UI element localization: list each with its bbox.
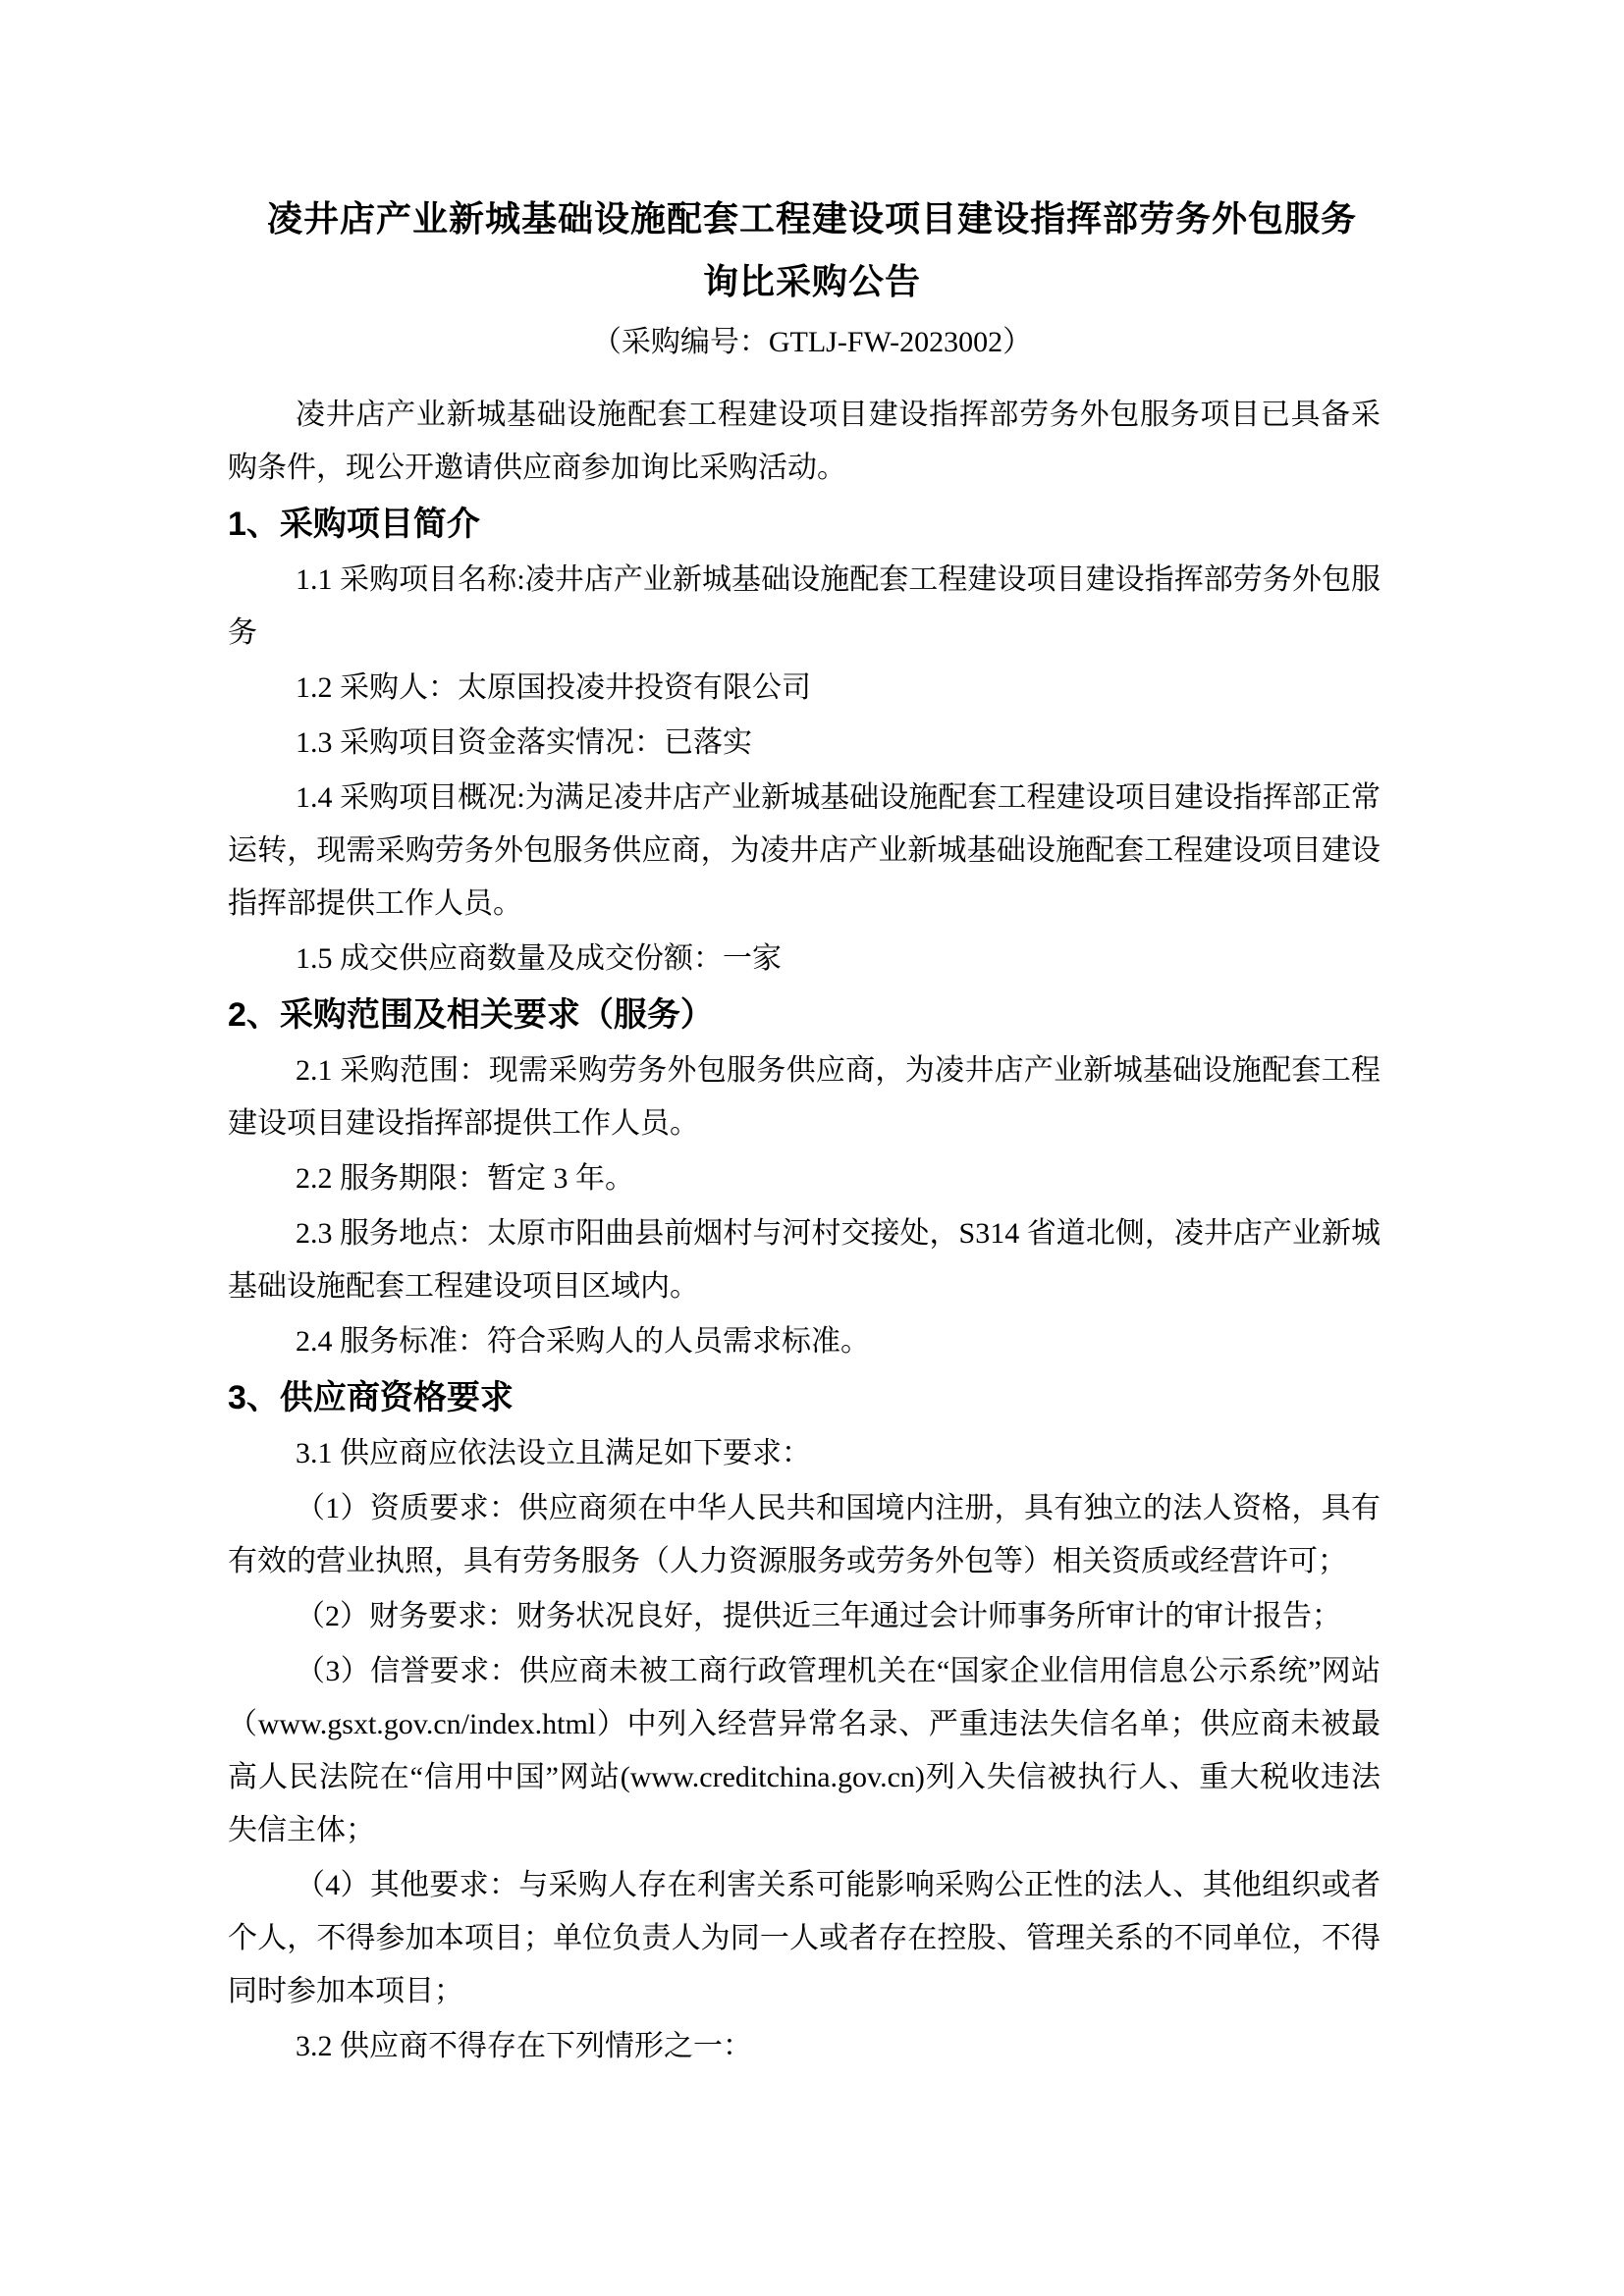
paragraph-2-3: 2.3 服务地点：太原市阳曲县前烟村与河村交接处，S314 省道北侧，凌井店产业新城基础设施配套工程建设项目区域内。 [228, 1217, 1380, 1303]
section-1-heading: 1、采购项目简介 [228, 506, 480, 543]
paragraph-1-4: 1.4 采购项目概况:为满足凌井店产业新城基础设施配套工程建设项目建设指挥部正常运转，现需采购劳务外包服务供应商，为凌井店产业新城基础设施配套工程建设项目建设指挥部提供工作人员。 [228, 781, 1380, 920]
paragraph-2-2: 2.2 服务期限：暂定 3 年。 [296, 1162, 634, 1195]
section-3-heading: 3、供应商资格要求 [228, 1379, 514, 1416]
intro-paragraph: 凌井店产业新城基础设施配套工程建设项目建设指挥部劳务外包服务项目已具备采购条件，现公开邀请供应商参加询比采购活动。 [228, 399, 1380, 484]
paragraph-3-1-req3: （3）信誉要求：供应商未被工商行政管理机关在“国家企业信用信息公示系统”网站（www.gsxt.gov.cn/index.html）中列入经营异常名录、严重违法失信名单；供应商未被最高人民法院在“信用中国”网站(www.creditchina.gov.cn)列入失信被执行人、重大税收违法失信主体； [228, 1655, 1380, 1846]
paragraph-3-1-req2: （2）财务要求：财务状况良好，提供近三年通过会计师事务所审计的审计报告； [296, 1600, 1341, 1632]
paragraph-1-3: 1.3 采购项目资金落实情况：已落实 [296, 726, 752, 759]
paragraph-3-1: 3.1 供应商应依法设立且满足如下要求： [296, 1437, 811, 1469]
paragraph-3-1-req1: （1）资质要求：供应商须在中华人民共和国境内注册，具有独立的法人资格，具有有效的营业执照，具有劳务服务（人力资源服务或劳务外包等）相关资质或经营许可； [228, 1492, 1380, 1577]
section-2-heading: 2、采购范围及相关要求（服务） [228, 996, 714, 1034]
paragraph-3-2: 3.2 供应商不得存在下列情形之一： [296, 2030, 752, 2062]
paragraph-1-5: 1.5 成交供应商数量及成交份额：一家 [296, 942, 782, 975]
procurement-number: （采购编号：GTLJ-FW-2023002） [591, 326, 1033, 358]
paragraph-3-1-req4: （4）其他要求：与采购人存在利害关系可能影响采购公正性的法人、其他组织或者个人，不得参加本项目；单位负责人为同一人或者存在控股、管理关系的不同单位，不得同时参加本项目； [228, 1869, 1380, 2007]
paragraph-2-4: 2.4 服务标准：符合采购人的人员需求标准。 [296, 1325, 870, 1358]
paragraph-2-1: 2.1 采购范围：现需采购劳务外包服务供应商，为凌井店产业新城基础设施配套工程建设项目建设指挥部提供工作人员。 [228, 1054, 1380, 1140]
document-body [228, 389, 1380, 2073]
paragraph-1-2: 1.2 采购人：太原国投凌井投资有限公司 [296, 671, 811, 704]
document-subtitle: 询比采购公告 [702, 261, 921, 301]
document-title: 凌井店产业新城基础设施配套工程建设项目建设指挥部劳务外包服务 [266, 198, 1357, 239]
paragraph-1-1: 1.1 采购项目名称:凌井店产业新城基础设施配套工程建设项目建设指挥部劳务外包服务 [228, 563, 1380, 649]
title-block [0, 0, 1624, 371]
